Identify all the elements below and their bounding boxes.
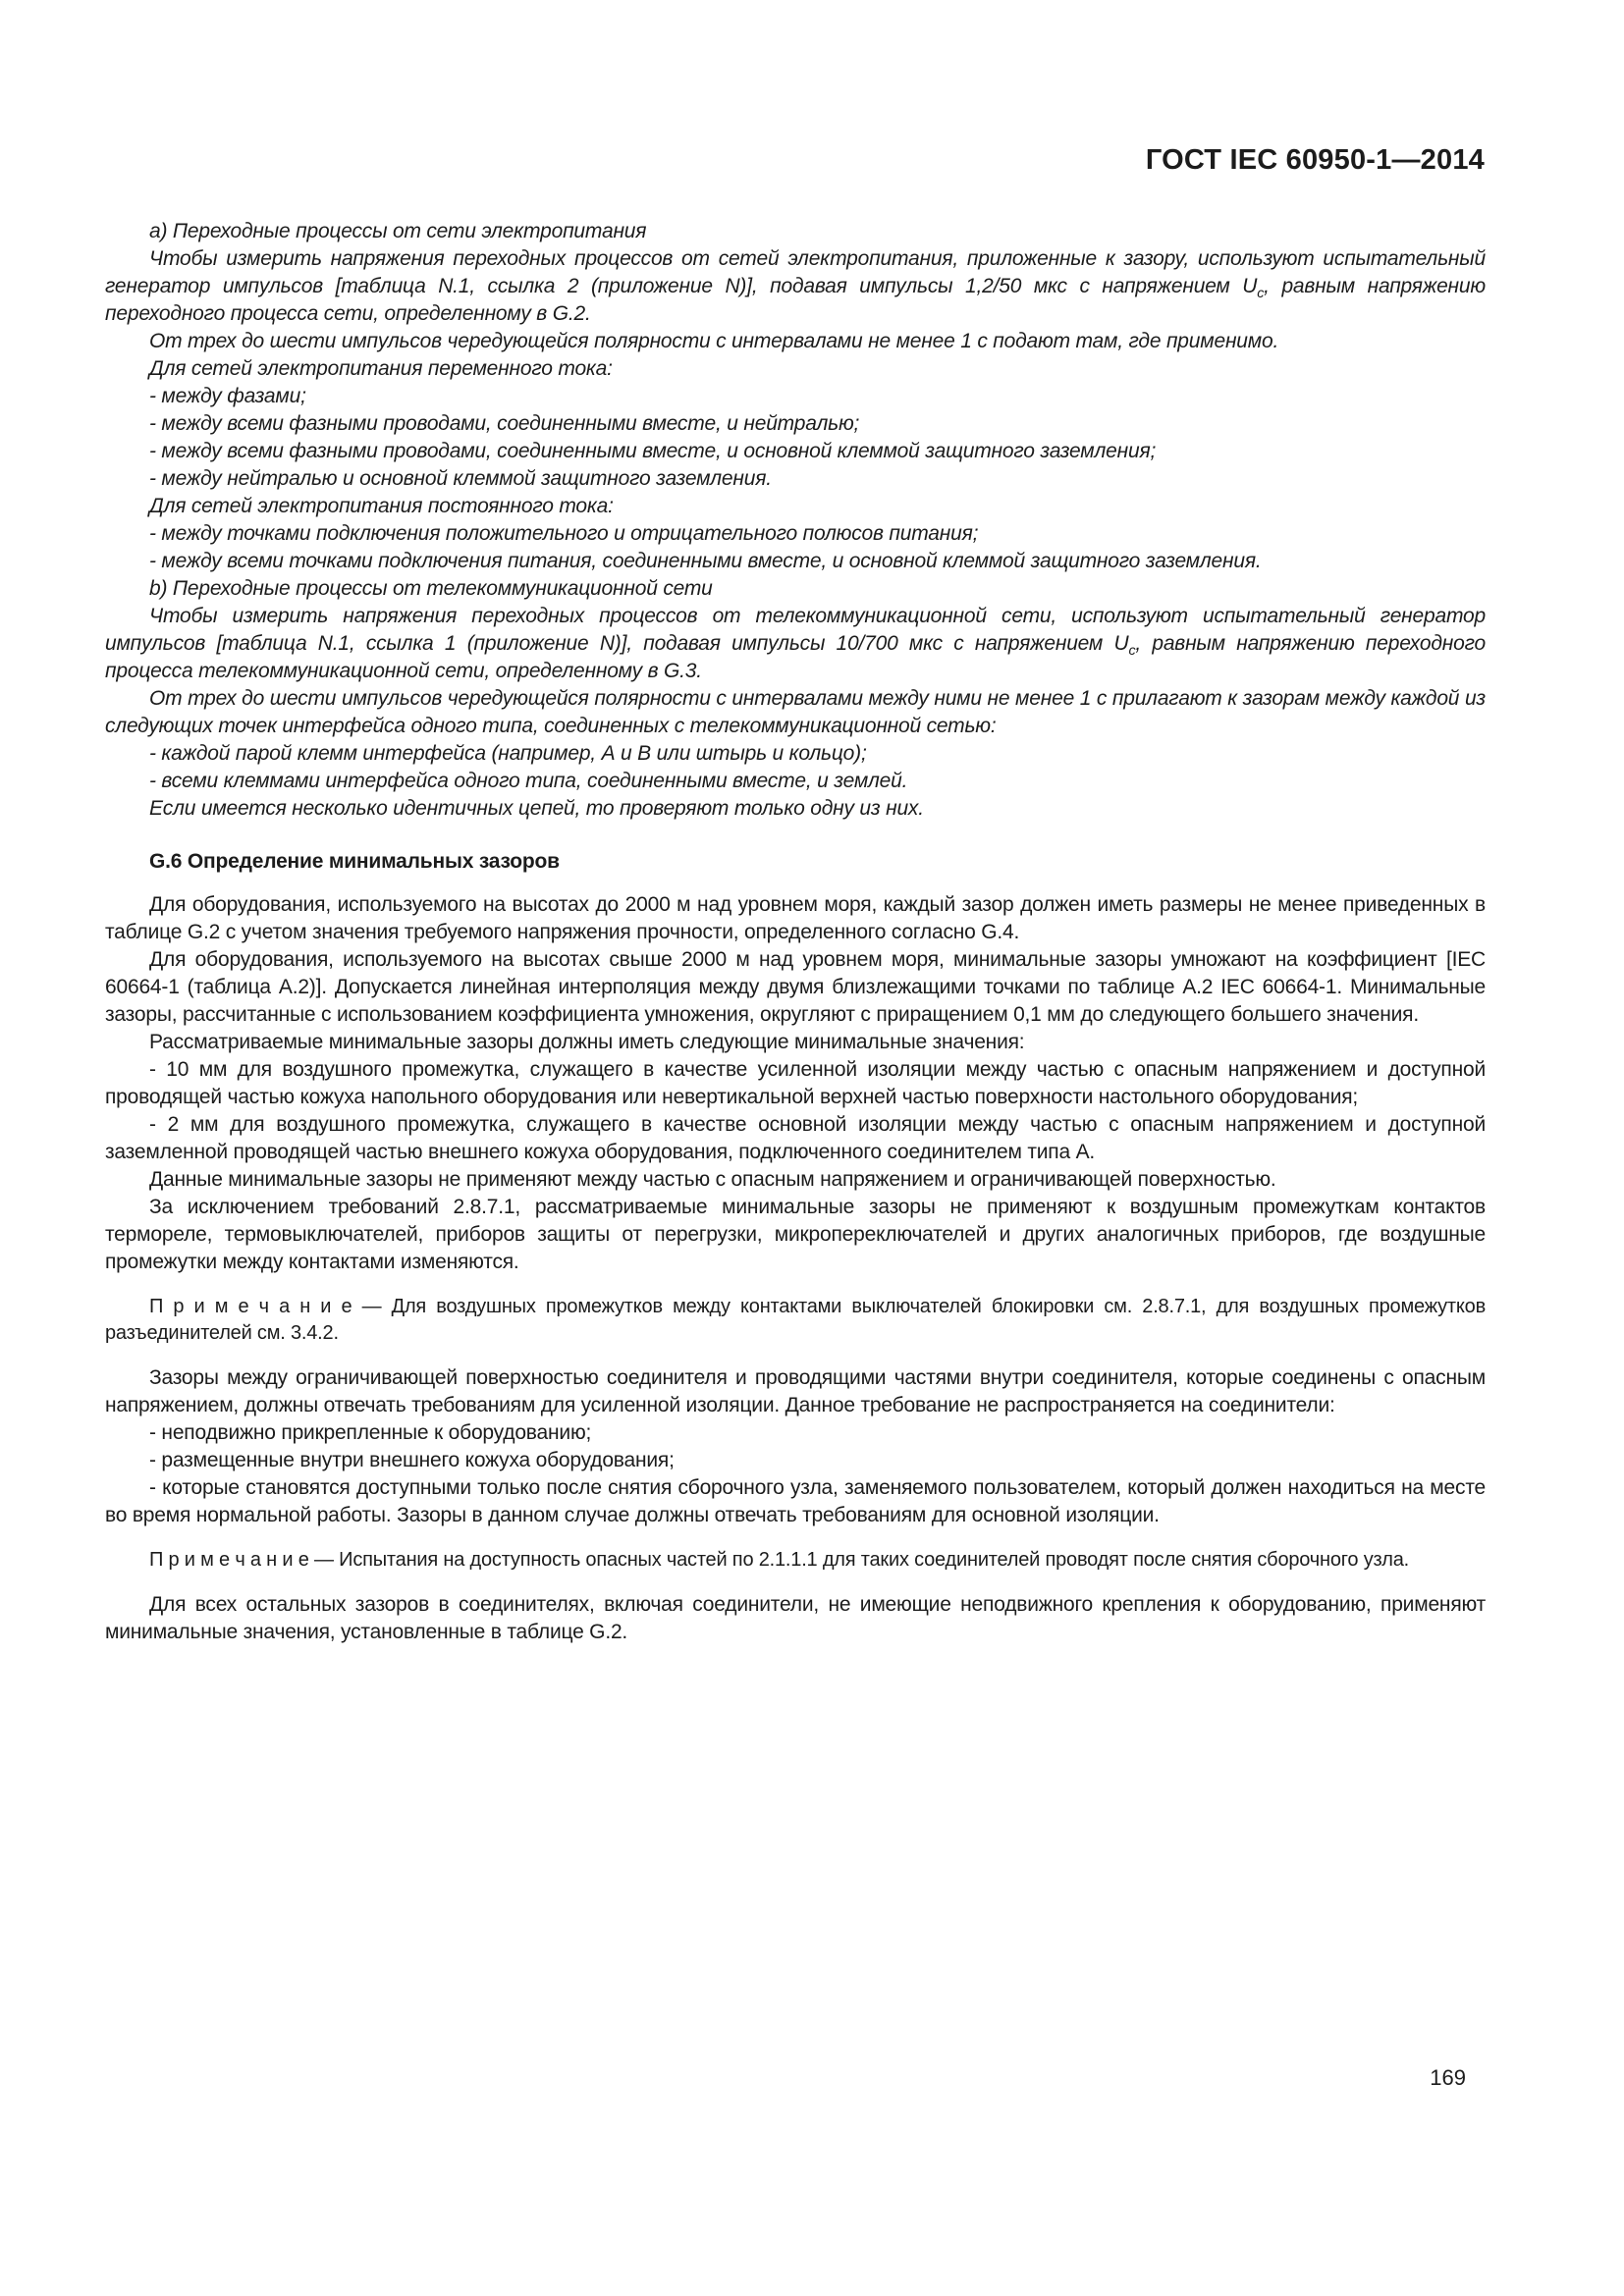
text-run: Чтобы измерить напряжения переходных процессов от телекоммуникационной сети, используют испытательный генератор импульсов [таблица N.1, ссылка 1 (приложение N)], подавая импульсы 10/700 мкс с напряжением U: [105, 605, 1486, 655]
subscript-uc: с: [1257, 286, 1265, 302]
para-g6-7: Для всех остальных зазоров в соединителях, включая соединители, не имеющие неподвижного крепления к оборудованию, применяют минимальные значения, установленные в таблице G.2.: [105, 1593, 1486, 1643]
list-item-ac-3: - между нейтралью и основной клеммой защитного заземления.: [149, 467, 772, 490]
para-b-title: b) Переходные процессы от телекоммуникационной сети: [149, 577, 713, 600]
list-item-dc-0: - между точками подключения положительного и отрицательного полюсов питания;: [149, 522, 979, 545]
document-title: ГОСТ IEC 60950-1—2014: [1145, 144, 1485, 176]
section-heading-g6: G.6 Определение минимальных зазоров: [149, 850, 560, 873]
note-accessibility: П р и м е ч а н и е — Испытания на доступность опасных частей по 2.1.1.1 для таких соединителей проводят после снятия сборочного узла.: [149, 1549, 1409, 1571]
para-g6-3: Рассматриваемые минимальные зазоры должны иметь следующие минимальные значения:: [149, 1031, 1025, 1053]
para-g6-6: Зазоры между ограничивающей поверхностью соединителя и проводящими частями внутри соединителя, которые соединены с опасным напряжением, должны отвечать требованиям для усиленной изоляции. Данное требование не распространяется на соединители:: [105, 1366, 1486, 1416]
list-item-ac-1: - между всеми фазными проводами, соединенными вместе, и нейтралью;: [149, 412, 860, 435]
list-item-conn-2: - которые становятся доступными только после снятия сборочного узла, заменяемого пользователем, который должен находиться на месте во время нормальной работы. Зазоры в данном случае должны отвечать требованиям для основной изоляции.: [105, 1476, 1486, 1526]
para-g6-5: За исключением требований 2.8.7.1, рассматриваемые минимальные зазоры не применяют к воздушным промежуткам контактов термореле, термовыключателей, приборов защиты от перегрузки, микропереключателей и других аналогичных приборов, где воздушные промежутки между контактами изменяются.: [105, 1196, 1486, 1273]
text-run: , равным напряжению переходного процесса телекоммуникационной сети, определенному в G.3.: [105, 632, 1486, 682]
para-g6-1: Для оборудования, используемого на высотах до 2000 м над уровнем моря, каждый зазор должен иметь размеры не менее приведенных в таблице G.2 с учетом значения требуемого напряжения прочности, определенного согласно G.4.: [105, 893, 1486, 943]
para-b-identical: Если имеется несколько идентичных цепей, то проверяют только одну из них.: [149, 797, 924, 820]
para-a-pulses: От трех до шести импульсов чередующейся полярности с интервалами не менее 1 с подают там, где применимо.: [149, 330, 1279, 352]
para-b-pulses: От трех до шести импульсов чередующейся полярности с интервалами между ними не менее 1 с прилагают к зазорам между каждой из следующих точек интерфейса одного типа, соединенных с телекоммуникационной сетью:: [105, 687, 1486, 737]
page-number: 169: [1430, 2065, 1466, 2090]
note-interlock: П р и м е ч а н и е — Для воздушных промежутков между контактами выключателей блокировки см. 2.8.7.1, для воздушных промежутков разъединителей см. 3.4.2.: [105, 1296, 1486, 1344]
para-b-intro: [105, 603, 1486, 685]
para-ac-label: Для сетей электропитания переменного тока:: [149, 357, 613, 380]
text-run: Чтобы измерить напряжения переходных процессов от сетей электропитания, приложенные к зазору, используют испытательный генератор импульсов [таблица N.1, ссылка 2 (приложение N)], подавая импульсы 1,2/50 мкс с напряжением U: [105, 247, 1486, 297]
list-item-g6-1: - 2 мм для воздушного промежутка, служащего в качестве основной изоляции между частью с опасным напряжением и доступной заземленной проводящей частью внешнего кожуха оборудования, подключенного соединителем типа А.: [105, 1113, 1486, 1163]
para-g6-4: Данные минимальные зазоры не применяют между частью с опасным напряжением и ограничивающей поверхностью.: [149, 1168, 1276, 1191]
subscript-uc: с: [1128, 643, 1136, 660]
para-a-title: a) Переходные процессы от сети электропитания: [149, 220, 647, 242]
list-item-dc-1: - между всеми точками подключения питания, соединенными вместе, и основной клеммой защитного заземления.: [149, 550, 1262, 572]
document-body: [105, 218, 1486, 1646]
list-item-conn-0: - неподвижно прикрепленные к оборудованию;: [149, 1421, 592, 1444]
list-item-g6-0: - 10 мм для воздушного промежутка, служащего в качестве усиленной изоляции между частью с опасным напряжением и доступной проводящей частью кожуха напольного оборудования или невертикальной верхней частью поверхности настольного оборудования;: [105, 1058, 1486, 1108]
list-item-ac-2: - между всеми фазными проводами, соединенными вместе, и основной клеммой защитного заземления;: [149, 440, 1157, 462]
para-g6-2: Для оборудования, используемого на высотах свыше 2000 м над уровнем моря, минимальные зазоры умножают на коэффициент [IEC 60664-1 (таблица А.2)]. Допускается линейная интерполяция между двумя близлежащими точками по таблице А.2 IEC 60664-1. Минимальные зазоры, рассчитанные с использованием коэффициента умножения, округляют с приращением 0,1 мм до следующего большего значения.: [105, 948, 1486, 1026]
list-item-b-1: - всеми клеммами интерфейса одного типа, соединенными вместе, и землей.: [149, 770, 908, 792]
list-item-conn-1: - размещенные внутри внешнего кожуха оборудования;: [149, 1449, 675, 1471]
text-run: , равным напряжению переходного процесса сети, определенному в G.2.: [105, 275, 1486, 325]
para-a-intro: [105, 245, 1486, 328]
para-dc-label: Для сетей электропитания постоянного тока:: [149, 495, 614, 517]
list-item-ac-0: - между фазами;: [149, 385, 306, 407]
list-item-b-0: - каждой парой клемм интерфейса (например, А и В или штырь и кольцо);: [149, 742, 867, 765]
